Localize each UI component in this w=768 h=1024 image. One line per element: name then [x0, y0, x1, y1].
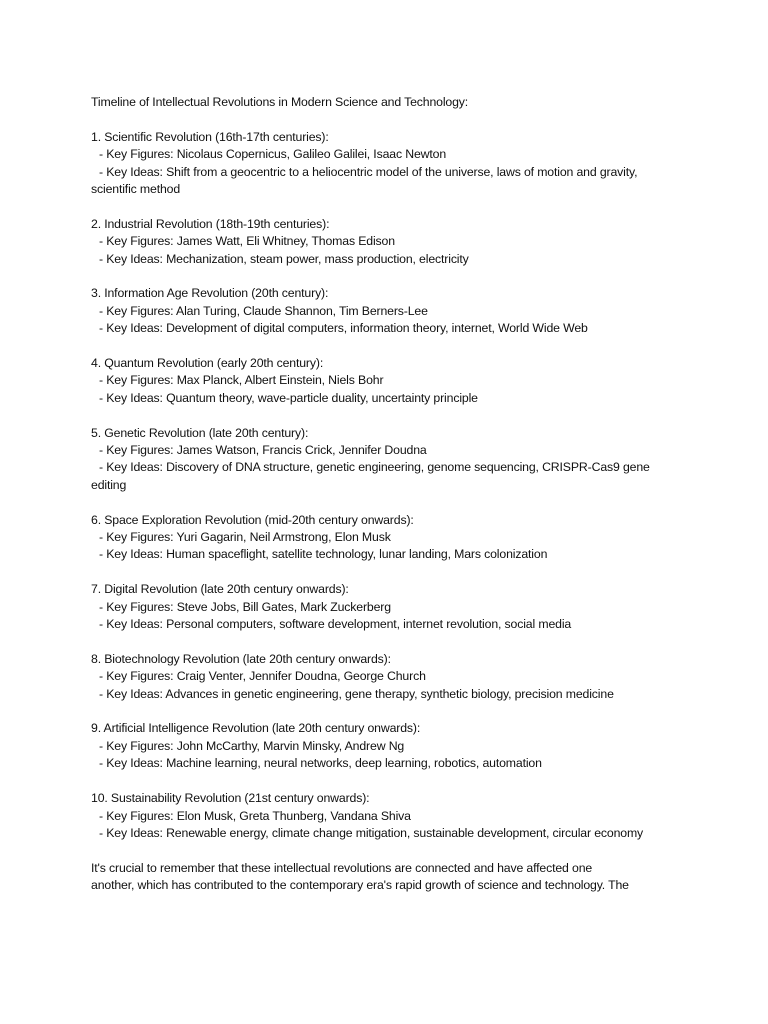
key-ideas: - Key Ideas: Discovery of DNA structure, genetic engineering, genome sequencing, CRISPR-Cas9 gene [99, 460, 650, 475]
section-ai-revolution [91, 720, 691, 772]
key-figures: - Key Figures: Alan Turing, Claude Shannon, Tim Berners-Lee [99, 303, 428, 318]
section-scientific-revolution [91, 129, 691, 199]
section-heading: 10. Sustainability Revolution (21st century onwards): [91, 791, 370, 806]
section-heading: 7. Digital Revolution (late 20th century onwards): [91, 582, 349, 597]
key-ideas: - Key Ideas: Advances in genetic engineering, gene therapy, synthetic biology, precision medicine [99, 686, 614, 701]
section-heading: 1. Scientific Revolution (16th-17th centuries): [91, 129, 329, 144]
key-ideas-continued: editing [91, 477, 127, 492]
section-biotechnology-revolution [91, 651, 691, 703]
key-figures: - Key Figures: James Watt, Eli Whitney, Thomas Edison [99, 234, 395, 249]
key-ideas: - Key Ideas: Development of digital computers, information theory, internet, World Wide Web [99, 321, 588, 336]
key-figures: - Key Figures: Max Planck, Albert Einstein, Niels Bohr [99, 373, 384, 388]
key-figures: - Key Figures: Craig Venter, Jennifer Doudna, George Church [99, 669, 426, 684]
key-ideas: - Key Ideas: Mechanization, steam power, mass production, electricity [99, 251, 469, 266]
closing-line: It's crucial to remember that these intellectual revolutions are connected and have affected one [91, 860, 593, 875]
closing-line: another, which has contributed to the contemporary era's rapid growth of science and technology. The [91, 878, 629, 893]
key-figures: - Key Figures: James Watson, Francis Crick, Jennifer Doudna [99, 443, 427, 458]
section-heading: 9. Artificial Intelligence Revolution (late 20th century onwards): [91, 721, 421, 736]
key-figures: - Key Figures: Nicolaus Copernicus, Galileo Galilei, Isaac Newton [99, 147, 447, 162]
key-ideas: - Key Ideas: Quantum theory, wave-particle duality, uncertainty principle [99, 390, 478, 405]
closing-paragraph [91, 860, 691, 895]
key-ideas: - Key Ideas: Renewable energy, climate change mitigation, sustainable development, circular economy [99, 825, 644, 840]
section-genetic-revolution [91, 425, 691, 495]
section-heading: 2. Industrial Revolution (18th-19th centuries): [91, 216, 330, 231]
section-heading: 4. Quantum Revolution (early 20th century): [91, 356, 324, 371]
section-space-exploration-revolution [91, 512, 691, 564]
key-figures: - Key Figures: Steve Jobs, Bill Gates, Mark Zuckerberg [99, 599, 391, 614]
key-figures: - Key Figures: Elon Musk, Greta Thunberg, Vandana Shiva [99, 808, 411, 823]
section-digital-revolution [91, 581, 691, 633]
key-ideas-continued: scientific method [91, 182, 181, 197]
key-ideas: - Key Ideas: Machine learning, neural networks, deep learning, robotics, automation [99, 756, 542, 771]
key-ideas: - Key Ideas: Personal computers, software development, internet revolution, social media [99, 617, 572, 632]
section-sustainability-revolution [91, 790, 691, 842]
section-heading: 6. Space Exploration Revolution (mid-20th century onwards): [91, 512, 414, 527]
section-quantum-revolution [91, 355, 691, 407]
section-industrial-revolution [91, 216, 691, 268]
section-information-age-revolution [91, 285, 691, 337]
key-figures: - Key Figures: John McCarthy, Marvin Minsky, Andrew Ng [99, 738, 405, 753]
key-ideas: - Key Ideas: Shift from a geocentric to a heliocentric model of the universe, laws of motion and gravity, [99, 164, 638, 179]
section-heading: 8. Biotechnology Revolution (late 20th century onwards): [91, 651, 391, 666]
document-title: Timeline of Intellectual Revolutions in Modern Science and Technology: [91, 95, 469, 109]
key-figures: - Key Figures: Yuri Gagarin, Neil Armstrong, Elon Musk [99, 530, 391, 545]
section-heading: 3. Information Age Revolution (20th century): [91, 286, 329, 301]
section-heading: 5. Genetic Revolution (late 20th century): [91, 425, 309, 440]
document-body [91, 94, 691, 895]
key-ideas: - Key Ideas: Human spaceflight, satellite technology, lunar landing, Mars colonization [99, 547, 548, 562]
